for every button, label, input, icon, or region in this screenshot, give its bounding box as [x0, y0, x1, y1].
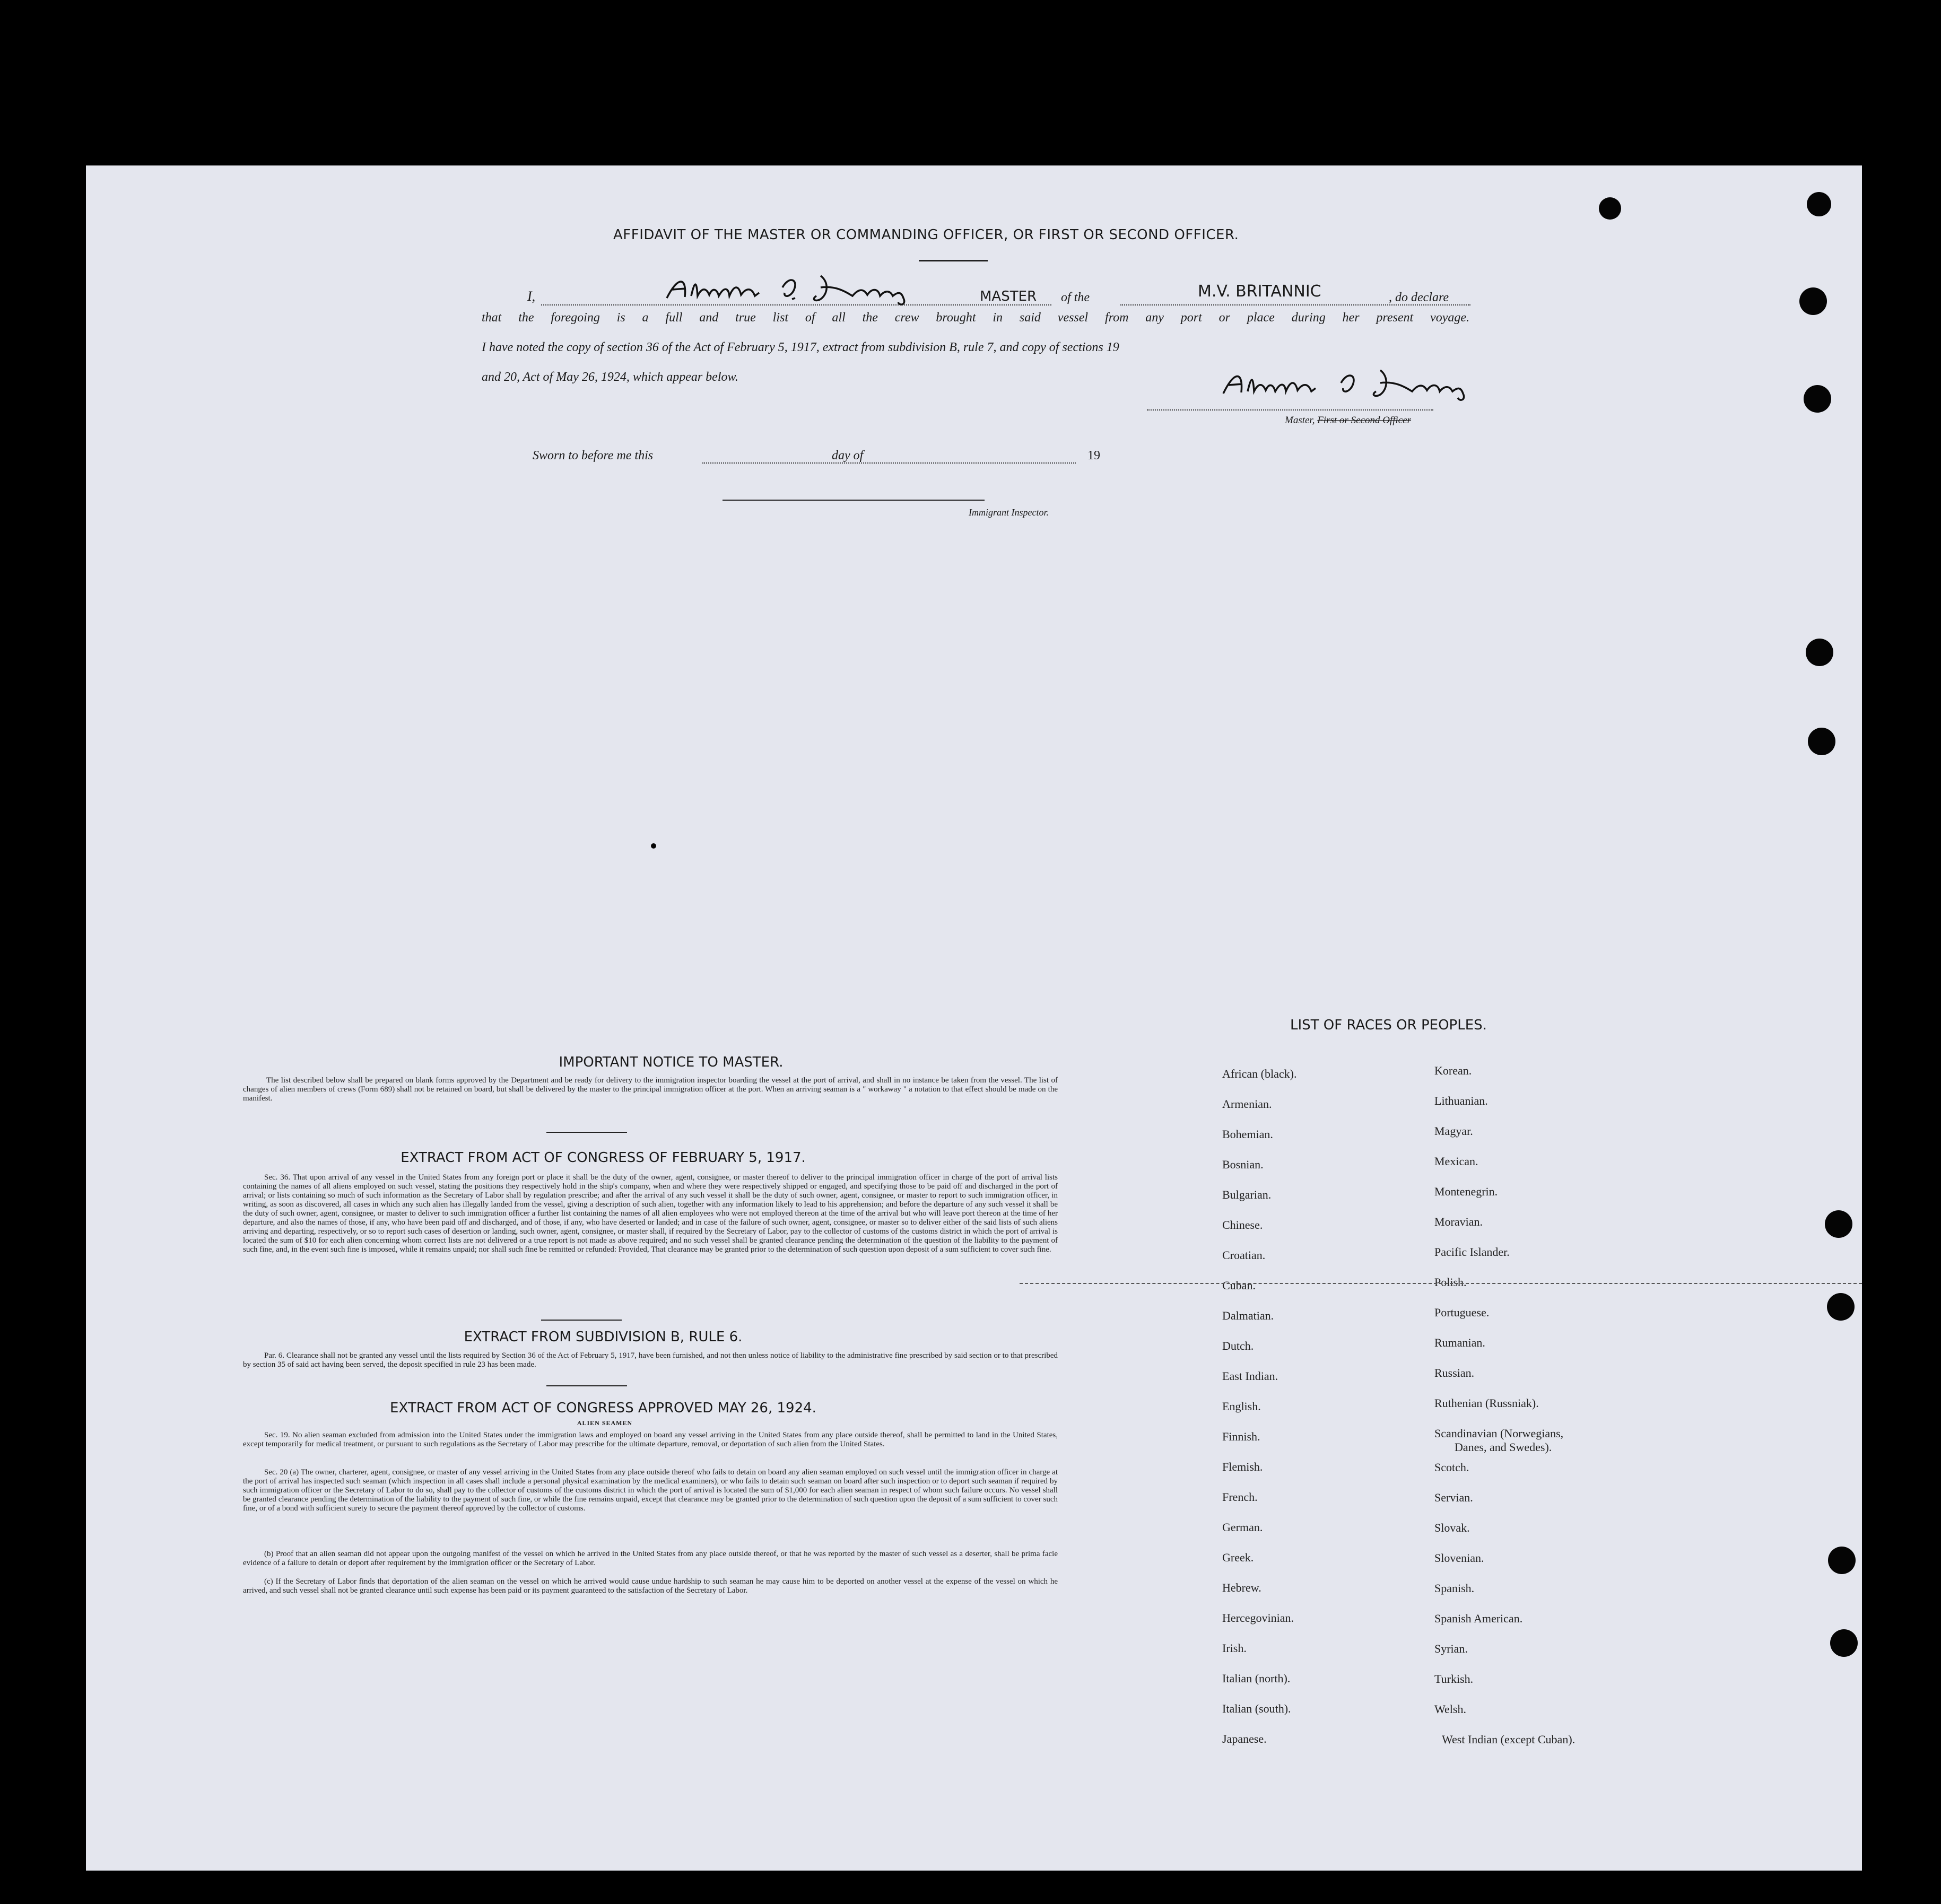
race-right: Turkish. [1434, 1672, 1474, 1685]
affidavit-title: AFFIDAVIT OF THE MASTER OR COMMANDING OFFICER, OR FIRST OR SECOND OFFICER. [613, 227, 1239, 243]
punch-hole-icon [1825, 1210, 1852, 1238]
of-the-label: of the [1061, 291, 1090, 304]
race-right: Ruthenian (Russniak). [1434, 1396, 1539, 1410]
stray-dot [651, 843, 656, 849]
extract-1917-title: EXTRACT FROM ACT OF CONGRESS OF FEBRUARY 5, 1917. [401, 1150, 806, 1166]
race-left: African (black). [1222, 1067, 1297, 1080]
race-right: Pacific Islander. [1434, 1245, 1510, 1259]
extract-1924-sec20c: (c) If the Secretary of Labor finds that deportation of the alien seaman on the vessel on which he arrived would cause undue hardship to such seaman he may cause him to be deported on another vessel at the expense of the vessel on which he arrived, and such vessel shall not be granted clearance until such expense has been paid or its payment guaranteed to the satisfaction of the Secretary of Labor. [243, 1577, 1058, 1595]
punch-hole-icon [1807, 192, 1831, 216]
extract-rule6-text: Par. 6. Clearance shall not be granted any vessel until the lists required by Section 36 of the Act of February 5, 1917, have been furnished, and not then unless notice of liability to the administrative fine prescribed by said section or to that prescribed by section 35 of said act having been served, the deposit specified in rule 23 has been made. [243, 1351, 1058, 1369]
race-right: West Indian (except Cuban). [1442, 1733, 1576, 1746]
race-right: Moravian. [1434, 1215, 1483, 1228]
race-right: Russian. [1434, 1366, 1475, 1379]
race-right: Montenegrin. [1434, 1185, 1498, 1198]
punch-hole-icon [1827, 1293, 1855, 1321]
crease-line [1020, 1283, 1862, 1284]
punch-hole-icon [1828, 1547, 1856, 1574]
extract-rule6-title: EXTRACT FROM SUBDIVISION B, RULE 6. [464, 1329, 743, 1345]
extract-1917-text: Sec. 36. That upon arrival of any vessel in the United States from any foreign port or place it shall be the duty of the owner, agent, consignee, or master thereof to deliver to the principal immigration officer in charge of the port of arrival lists containing the names of all aliens employed on such vessel, stating the positions they respectively hold in the ship's company, when and where they were respectively shipped or engaged, and specifying those to be paid off and discharged in the port of arrival; or lists containing so much of such information as the Secretary of Labor shall by regulation prescribe; and after the arrival of any such vessel it shall be the duty of such owner, agent, consignee, or master to report to such immigration officer, in writing, as soon as discovered, all cases in which any such alien has illegally landed from the vessel, giving a description of such alien, together with any information likely to lead to his apprehension; and before the departure of any such vessel it shall be the duty of such owner, agent, consignee, or master to deliver to such immigration officer a further list containing the names of all alien employees who were not employed thereon at the time of the arrival but who will leave port thereon at the time of her departure, and also the names of those, if any, who have been paid off and discharged, and of those, if any, who have deserted or landed; and in case of the failure of such owner, agent, consignee, or master so to deliver either of the said lists of such aliens arriving and departing, respectively, or so to report such cases of desertion or landing, such owner, agent, consignee, or master shall, if required by the Secretary of Labor, pay to the collector of customs of the customs district in which the port of arrival is located the sum of $10 for each alien concerning whom correct lists are not delivered or a true report is not made as above required; and no such vessel shall be granted clearance pending the determination of the question of the liability to the payment of such fine, and, in the event such fine is imposed, while it remains unpaid; nor shall such fine be remitted or refunded: Provided, That clearance may be granted prior to the determination of such question upon deposit of a sum sufficient to cover such fine. [243, 1173, 1058, 1254]
signature-line [1147, 409, 1433, 411]
i-label: I, [527, 289, 536, 304]
race-left: Armenian. [1222, 1097, 1272, 1111]
extract-1924-sec19: Sec. 19. No alien seaman excluded from admission into the United States under the immigration laws and employed on board any vessel arriving in the United States from any place outside thereof, shall be permitted to land in the United States, except temporarily for medical treatment, or pursuant to such regulations as the Secretary of Labor may prescribe for the ultimate departure, removal, or deportation of such alien from the United States. [243, 1431, 1058, 1448]
race-left: Italian (south). [1222, 1702, 1291, 1715]
race-right: Scandinavian (Norwegians, [1434, 1427, 1564, 1440]
race-left: German. [1222, 1521, 1263, 1534]
year-prefix: 19 [1087, 449, 1100, 462]
rule6-bottom-rule [546, 1385, 627, 1386]
race-right: Spanish American. [1434, 1612, 1523, 1625]
notice-text: The list described below shall be prepared on blank forms approved by the Department and be ready for delivery to the immigration inspector boarding the vessel at the port of arrival, and shall in no instance be taken from the vessel. The list of changes of alien members of crews (Form 689) shall not be retained on board, but shall be delivered by the master to the principal immigration officer at the port. When an arriving seaman is a " workaway " a notation to that effect should be made on the manifest. [243, 1076, 1058, 1103]
race-right: Lithuanian. [1434, 1094, 1488, 1107]
race-left: Dutch. [1222, 1339, 1254, 1352]
race-right: Rumanian. [1434, 1336, 1485, 1349]
punch-hole-icon [1806, 639, 1833, 666]
race-left: Bulgarian. [1222, 1188, 1272, 1201]
signature-role [1285, 415, 1411, 426]
race-right: Welsh. [1434, 1702, 1466, 1716]
title-rule [919, 260, 988, 261]
signature-role-struck: First or Second Officer [1317, 415, 1412, 426]
punch-hole-icon [1599, 197, 1621, 220]
rule6-top-rule [541, 1320, 622, 1321]
affidavit-line-2: I have noted the copy of section 36 of the Act of February 5, 1917, extract from subdivision B, rule 7, and copy of sections 19 [482, 340, 1119, 354]
day-of-label: day of [832, 449, 864, 462]
race-left: Dalmatian. [1222, 1309, 1274, 1322]
race-right: Polish. [1434, 1276, 1467, 1289]
document-page [86, 165, 1862, 1871]
sworn-month-line [874, 462, 1076, 464]
punch-hole-icon [1808, 728, 1835, 755]
notice-rule [546, 1132, 627, 1133]
race-left: Irish. [1222, 1641, 1247, 1655]
race-right: Servian. [1434, 1491, 1473, 1504]
punch-hole-icon [1804, 385, 1831, 413]
race-right: Scotch. [1434, 1461, 1469, 1474]
races-title: LIST OF RACES OR PEOPLES. [1290, 1017, 1487, 1033]
sworn-label: Sworn to before me this [533, 449, 654, 462]
race-left: Hercegovinian. [1222, 1611, 1294, 1624]
master-signature-2 [1216, 365, 1513, 403]
master-signature-1 [661, 272, 959, 307]
race-left: French. [1222, 1490, 1258, 1504]
race-left: English. [1222, 1400, 1261, 1413]
race-left: Croatian. [1222, 1248, 1266, 1262]
vessel-name: M.V. BRITANNIC [1198, 282, 1321, 301]
race-right: Mexican. [1434, 1155, 1478, 1168]
affidavit-line-3: and 20, Act of May 26, 1924, which appear below. [482, 370, 738, 384]
inspector-label: Immigrant Inspector. [969, 507, 1049, 518]
race-right: Magyar. [1434, 1124, 1473, 1138]
race-right: Portuguese. [1434, 1306, 1490, 1319]
affidavit-line-1: that the foregoing is a full and true list of all the crew brought in said vessel from any port or place during her present voyage. [482, 311, 1469, 325]
race-right: Spanish. [1434, 1582, 1475, 1595]
race-left: East Indian. [1222, 1369, 1278, 1383]
master-label: MASTER [980, 289, 1037, 304]
extract-1924-title: EXTRACT FROM ACT OF CONGRESS APPROVED MAY 26, 1924. [390, 1400, 816, 1416]
punch-hole-icon [1830, 1629, 1858, 1657]
race-left: Italian (north). [1222, 1672, 1291, 1685]
do-declare-label: , do declare [1389, 291, 1449, 304]
notice-title: IMPORTANT NOTICE TO MASTER. [559, 1054, 784, 1070]
race-left: Flemish. [1222, 1460, 1263, 1473]
race-right: Slovenian. [1434, 1551, 1484, 1565]
race-left: Bohemian. [1222, 1128, 1273, 1141]
extract-1924-subtitle: ALIEN SEAMEN [577, 1419, 633, 1427]
race-right: Slovak. [1434, 1521, 1470, 1534]
race-left: Hebrew. [1222, 1581, 1261, 1594]
signature-role-master: Master, [1285, 415, 1315, 426]
race-left: Bosnian. [1222, 1158, 1264, 1171]
race-left: Greek. [1222, 1551, 1254, 1564]
race-left: Japanese. [1222, 1732, 1267, 1745]
extract-1924-sec20a: Sec. 20 (a) The owner, charterer, agent, consignee, or master of any vessel arriving in the United States from any place outside thereof who fails to detain on board any alien seaman employed on such vessel until the immigration officer in charge at the port of arrival has inspected such seaman (which inspection in all cases shall include a personal physical examination by the medical examiners), or who fails to detain such seaman on board after such inspection or to deport such seaman if required by such immigration officer or the Secretary of Labor to do so, shall pay to the collector of customs of the customs district in which the port of arrival is located the sum of $1,000 for each alien seaman in respect of whom such failure occurs. No vessel shall be granted clearance pending the determination of the liability to the payment of such fine, or while the fine remains unpaid, except that clearance may be granted prior to the determination of such question upon the deposit of a sum sufficient to cover such fine, or of a bond with sufficient surety to secure the payment thereof approved by the collector of customs. [243, 1468, 1058, 1513]
extract-1924-sec20b: (b) Proof that an alien seaman did not appear upon the outgoing manifest of the vessel on which he arrived in the United States from any place outside thereof, or that he was reported by the master of such vessel as a deserter, shall be prima facie evidence of a failure to detain or deport after requirement by the immigration officer or the Secretary of Labor. [243, 1550, 1058, 1567]
punch-hole-icon [1799, 287, 1827, 315]
race-left: Finnish. [1222, 1430, 1260, 1443]
race-left: Cuban. [1222, 1279, 1256, 1292]
inspector-line [723, 500, 985, 501]
race-right: Danes, and Swedes). [1455, 1440, 1552, 1454]
race-right: Syrian. [1434, 1642, 1468, 1655]
race-right: Korean. [1434, 1064, 1472, 1077]
race-left: Chinese. [1222, 1218, 1263, 1232]
